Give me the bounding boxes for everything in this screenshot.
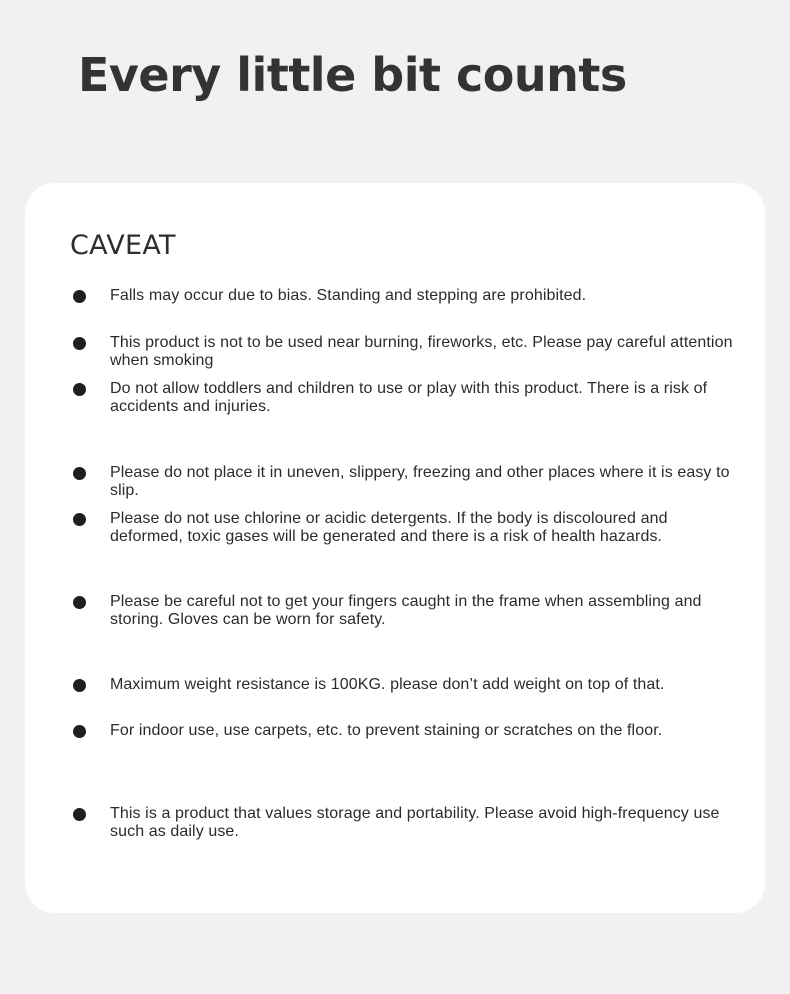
caveat-item-text: Maximum weight resistance is 100KG. please don’t add weight on top of that. — [110, 676, 665, 693]
bullet-icon — [73, 290, 86, 303]
caveat-item-text: Please do not place it in uneven, slippery, freezing and other places where it is easy to slip. — [110, 464, 730, 499]
caveat-item-text: Do not allow toddlers and children to use or play with this product. There is a risk of accidents and injuries. — [110, 380, 708, 415]
caveat-item-text: This product is not to be used near burning, fireworks, etc. Please pay careful attention when smoking — [110, 334, 733, 369]
bullet-icon — [73, 808, 86, 821]
caveat-item-text: Please do not use chlorine or acidic detergents. If the body is discoloured and deformed, toxic gases will be generated and there is a risk of health hazards. — [110, 510, 668, 545]
bullet-icon — [73, 337, 86, 350]
caveat-item-text: This is a product that values storage and portability. Please avoid high-frequency use such as daily use. — [110, 805, 720, 840]
bullet-icon — [73, 467, 86, 480]
bullet-icon — [73, 725, 86, 738]
bullet-icon — [73, 679, 86, 692]
caveat-item-text: For indoor use, use carpets, etc. to prevent staining or scratches on the floor. — [110, 722, 663, 739]
caveat-item-text: Falls may occur due to bias. Standing and stepping are prohibited. — [110, 287, 587, 304]
bullet-icon — [73, 596, 86, 609]
page-headline: Every little bit counts — [78, 48, 627, 102]
bullet-icon — [73, 383, 86, 396]
caveat-card — [25, 183, 765, 913]
bullet-icon — [73, 513, 86, 526]
caveat-title: CAVEAT — [70, 230, 176, 261]
caveat-item-text: Please be careful not to get your fingers caught in the frame when assembling and storing. Gloves can be worn for safety. — [110, 593, 702, 628]
